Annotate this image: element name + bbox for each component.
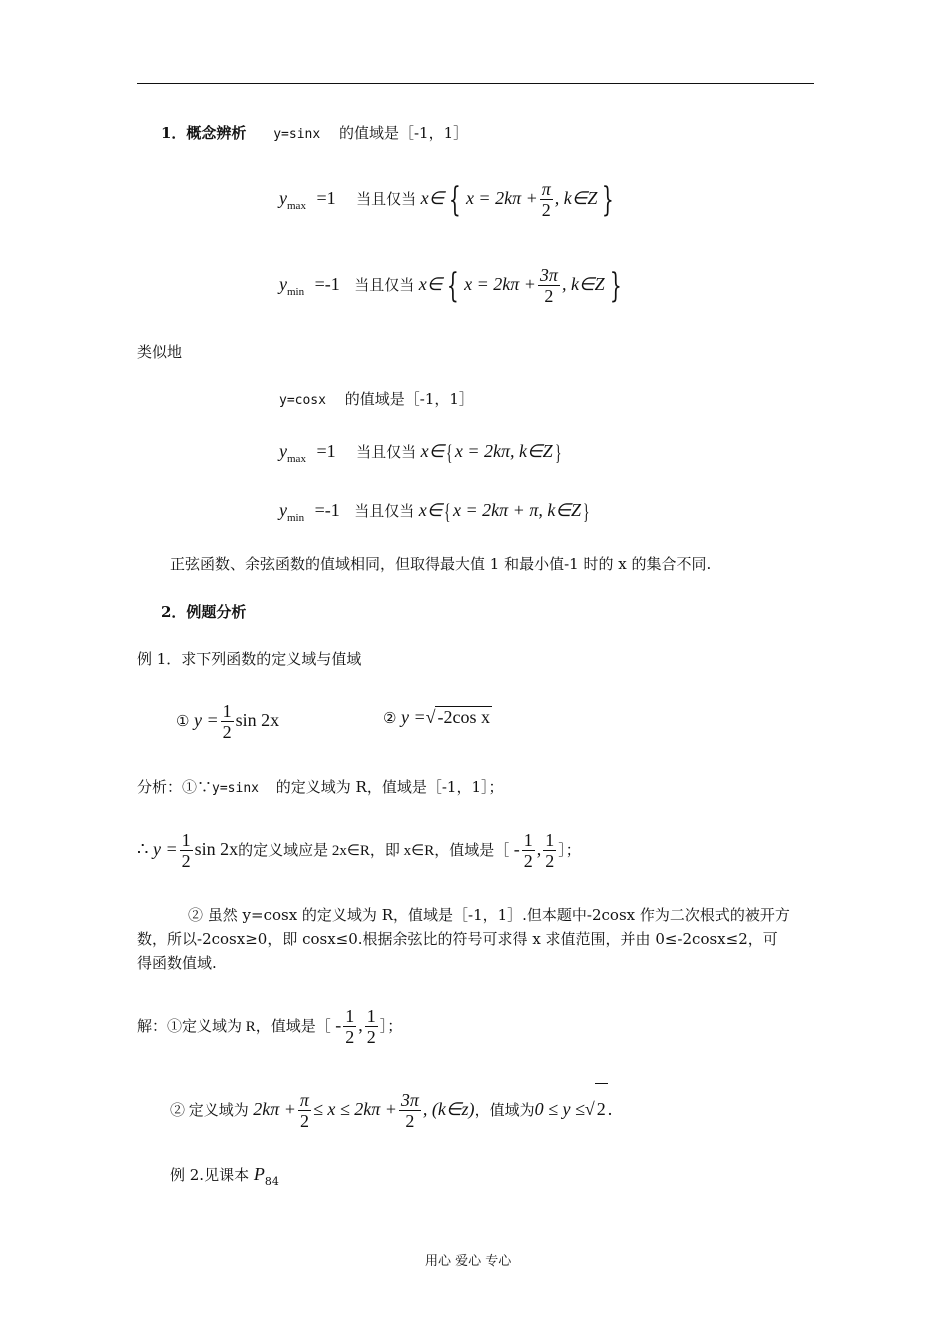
concept-line [161, 122, 468, 143]
analysis-para-line-1: ② 虽然 y=cosx 的定义域为 R，值域是［-1，1］.但本题中-2cosx 作为二次根式的被开方 [188, 906, 790, 924]
domain-text: 的定义域应是 2x∈R，即 x∈R，值域是［ [238, 843, 510, 859]
cos-range-line [279, 388, 474, 409]
min-subscript: min [287, 286, 305, 298]
max-subscript: max [287, 453, 306, 465]
circle-one: ① [176, 714, 190, 730]
set-lead: x = 2kπ + [465, 188, 538, 208]
x-in: x∈ [420, 188, 445, 208]
y-symbol: y [279, 274, 287, 294]
conclusion-text: 正弦函数、余弦函数的值域相同，但取得最大值 1 和最小值-1 时的 x 的集合不同. [170, 555, 712, 573]
page-number: 84 [264, 1175, 279, 1188]
radicand: -2cos x [437, 707, 490, 727]
equals-one: =1 [316, 188, 336, 208]
lhs: y = [152, 839, 178, 859]
cos-max-set: x = 2kπ, k∈Z [454, 441, 553, 461]
domain-lead: ② 定义域为 [170, 1103, 249, 1119]
analysis-para-line-2: 数，所以-2cosx≥0，即 cosx≤0.根据余弦比的符号可求得 x 求值范围，并由 0≤-2cosx≤2，可 [137, 930, 778, 948]
example-1-function-1: ① y = $\frac{1}{2}$ sin 2x [176, 701, 280, 743]
solution-line-2: ② 定义域为 2kπ + $\frac{\pi}{2}$ ≤ x ≤ 2kπ + $\frac{3\pi}{2}$ , (k∈z)，值域为0 ≤ y ≤√ 2 . [170, 1083, 612, 1136]
analysis-lead: 分析：①∵ [137, 778, 213, 796]
solution-lead: 解：①定义域为 R，值域是［ [137, 1019, 331, 1035]
cos-min-line: $y_{min} =-1$ 当且仅当 x∈{ x = 2kπ + π, k∈Z} [279, 498, 590, 524]
analysis-para-line-3: 得函数值域. [137, 954, 217, 972]
analysis-line-1 [137, 776, 503, 797]
equals-minus-one: =-1 [314, 500, 340, 520]
equals-minus-one: =-1 [314, 274, 340, 294]
rhs: sin 2x [194, 839, 239, 859]
sin-function: y=sinx [212, 781, 259, 796]
k-in-z: , k∈Z [561, 274, 605, 294]
x-in: x∈ [420, 441, 445, 461]
cos-range-text: 的值域是［-1，1］ [344, 390, 474, 408]
rhs: sin 2x [235, 710, 280, 730]
x-in: x∈ [418, 500, 443, 520]
analysis-text: 的定义域为 R，值域是［-1，1］； [275, 778, 504, 796]
example-1-function-2: ② y =√ -2cos x [383, 707, 490, 727]
max-subscript: max [287, 200, 306, 212]
iff-text: 当且仅当 [354, 504, 415, 520]
iff-text: 当且仅当 [356, 192, 417, 208]
x-in: x∈ [418, 274, 443, 294]
iff-text: 当且仅当 [356, 445, 417, 461]
example-2-line [170, 1164, 279, 1188]
section-heading-1: 1．概念辨析 [161, 124, 247, 142]
sin-function: y=sinx [273, 127, 321, 142]
y-symbol: y [279, 188, 287, 208]
y-symbol: y [279, 500, 287, 520]
min-subscript: min [287, 512, 305, 524]
sin-min-line: $y_{min} =-1$ 当且仅当 x∈ { x = 2kπ + $\frac{3\pi}{2}$ , k∈Z } [279, 265, 622, 307]
set-lead: x = 2kπ + [464, 274, 536, 294]
sin-max-line: $y_{max} =1$ 当且仅当 x∈ { x = 2kπ + $\frac{\pi}{2}$ , k∈Z } [279, 179, 615, 221]
lhs: y = [400, 707, 426, 727]
iff-text: 当且仅当 [354, 278, 415, 294]
cos-max-line: $y_{max} =1$ 当且仅当 x∈{ x = 2kπ, k∈Z} [279, 439, 562, 465]
similarly-text: 类似地 [137, 343, 183, 361]
example-1-title: 例 1．求下列函数的定义域与值域 [137, 650, 362, 668]
range-lead: ，值域为 [474, 1103, 535, 1119]
therefore-symbol: ∴ [137, 839, 149, 859]
y-symbol: y [279, 441, 287, 461]
fraction: $\frac{\pi}{2}$ [541, 179, 551, 221]
sin-range-text: 的值域是［-1，1］ [338, 124, 469, 142]
section-heading-2: 2．例题分析 [161, 603, 247, 621]
cos-function: y=cosx [279, 393, 326, 408]
example-2-text: 例 2.见课本 [170, 1166, 250, 1184]
lhs: y = [193, 710, 219, 730]
k-in-z: , k∈Z [554, 188, 598, 208]
solution-line-1: 解：①定义域为 R，值域是［ - $\frac{1}{2}$ , $\frac{1}{2}$ ］； [137, 1006, 403, 1048]
page-p: P [253, 1164, 265, 1184]
analysis-line-2: ∴ y = $\frac{1}{2}$ sin 2x的定义域应是 2x∈R，即 x∈R，值域是［ - $\frac{1}{2}$ , $\frac{1}{2}$ ］； [137, 830, 581, 872]
circle-two: ② [383, 711, 397, 727]
fraction: $\frac{3\pi}{2}$ [539, 265, 558, 307]
footer-text: 用心 爱心 专心 [425, 1254, 512, 1269]
cos-min-set: x = 2kπ + π, k∈Z [453, 500, 582, 520]
header-rule [137, 83, 814, 84]
equals-one: =1 [316, 441, 336, 461]
